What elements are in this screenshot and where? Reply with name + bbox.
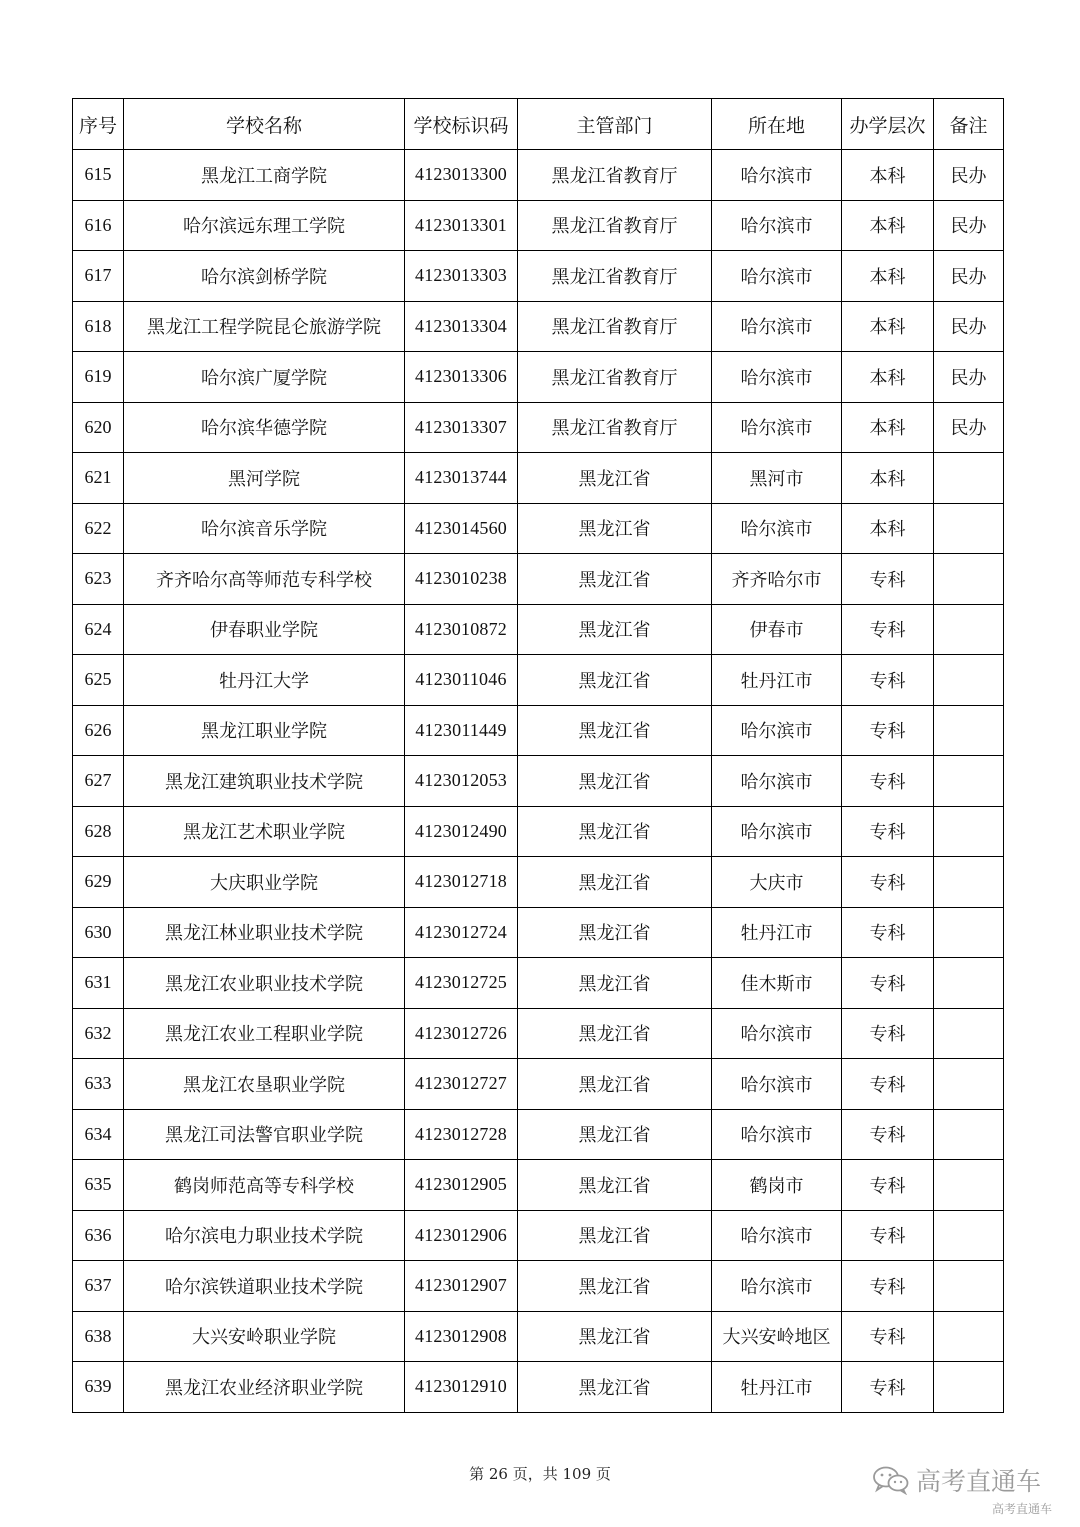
- cell-school-name: 哈尔滨音乐学院: [124, 503, 405, 554]
- cell-index: 636: [73, 1210, 124, 1261]
- cell-school-code: 4123012907: [405, 1261, 518, 1312]
- cell-school-code: 4123012910: [405, 1362, 518, 1413]
- cell-index: 630: [73, 907, 124, 958]
- table-row: [73, 1362, 1004, 1413]
- cell-remarks: [934, 1311, 1004, 1362]
- table-row: [73, 1059, 1004, 1110]
- cell-remarks: [934, 453, 1004, 504]
- cell-location: 大兴安岭地区: [712, 1311, 842, 1362]
- cell-index: 639: [73, 1362, 124, 1413]
- cell-location: 大庆市: [712, 857, 842, 908]
- table-row: [73, 857, 1004, 908]
- table-row: [73, 1261, 1004, 1312]
- cell-index: 632: [73, 1008, 124, 1059]
- cell-school-name: 黑龙江艺术职业学院: [124, 806, 405, 857]
- cell-level: 专科: [842, 1059, 934, 1110]
- cell-remarks: [934, 1261, 1004, 1312]
- cell-location: 伊春市: [712, 604, 842, 655]
- table-row: [73, 1311, 1004, 1362]
- cell-remarks: 民办: [934, 402, 1004, 453]
- cell-level: 专科: [842, 655, 934, 706]
- cell-level: 专科: [842, 1311, 934, 1362]
- cell-authority: 黑龙江省: [518, 1261, 712, 1312]
- cell-location: 牡丹江市: [712, 907, 842, 958]
- cell-location: 哈尔滨市: [712, 1059, 842, 1110]
- cell-authority: 黑龙江省: [518, 806, 712, 857]
- header-index: 序号: [73, 99, 124, 150]
- cell-school-name: 黑龙江农业工程职业学院: [124, 1008, 405, 1059]
- cell-index: 627: [73, 756, 124, 807]
- cell-index: 624: [73, 604, 124, 655]
- cell-school-code: 4123012908: [405, 1311, 518, 1362]
- cell-authority: 黑龙江省教育厅: [518, 251, 712, 302]
- cell-location: 哈尔滨市: [712, 756, 842, 807]
- cell-authority: 黑龙江省: [518, 554, 712, 605]
- cell-school-code: 4123012906: [405, 1210, 518, 1261]
- cell-authority: 黑龙江省: [518, 1160, 712, 1211]
- cell-level: 专科: [842, 907, 934, 958]
- cell-index: 619: [73, 352, 124, 403]
- cell-level: 专科: [842, 756, 934, 807]
- cell-location: 黑河市: [712, 453, 842, 504]
- cell-school-code: 4123012905: [405, 1160, 518, 1211]
- cell-school-name: 黑龙江农业经济职业学院: [124, 1362, 405, 1413]
- header-location: 所在地: [712, 99, 842, 150]
- cell-index: 626: [73, 705, 124, 756]
- cell-school-code: 4123013300: [405, 150, 518, 201]
- cell-remarks: 民办: [934, 251, 1004, 302]
- cell-remarks: [934, 806, 1004, 857]
- cell-school-name: 大庆职业学院: [124, 857, 405, 908]
- header-school-name: 学校名称: [124, 99, 405, 150]
- cell-authority: 黑龙江省: [518, 907, 712, 958]
- cell-school-name: 哈尔滨华德学院: [124, 402, 405, 453]
- cell-school-code: 4123013744: [405, 453, 518, 504]
- cell-level: 本科: [842, 402, 934, 453]
- cell-authority: 黑龙江省: [518, 1008, 712, 1059]
- cell-location: 哈尔滨市: [712, 352, 842, 403]
- cell-index: 621: [73, 453, 124, 504]
- cell-level: 专科: [842, 1261, 934, 1312]
- cell-remarks: [934, 1160, 1004, 1211]
- cell-location: 哈尔滨市: [712, 402, 842, 453]
- cell-authority: 黑龙江省教育厅: [518, 301, 712, 352]
- cell-index: 617: [73, 251, 124, 302]
- cell-authority: 黑龙江省教育厅: [518, 150, 712, 201]
- cell-authority: 黑龙江省: [518, 1059, 712, 1110]
- cell-remarks: 民办: [934, 301, 1004, 352]
- cell-location: 哈尔滨市: [712, 1210, 842, 1261]
- cell-index: 631: [73, 958, 124, 1009]
- cell-location: 哈尔滨市: [712, 1109, 842, 1160]
- table-row: [73, 503, 1004, 554]
- cell-school-code: 4123010872: [405, 604, 518, 655]
- table-row: [73, 402, 1004, 453]
- cell-level: 专科: [842, 554, 934, 605]
- cell-remarks: [934, 1109, 1004, 1160]
- cell-index: 616: [73, 200, 124, 251]
- cell-location: 哈尔滨市: [712, 150, 842, 201]
- cell-school-code: 4123012726: [405, 1008, 518, 1059]
- cell-school-name: 伊春职业学院: [124, 604, 405, 655]
- cell-school-name: 黑龙江农业职业技术学院: [124, 958, 405, 1009]
- cell-level: 本科: [842, 251, 934, 302]
- watermark-subtext: 高考直通车: [992, 1502, 1053, 1516]
- cell-level: 专科: [842, 1210, 934, 1261]
- cell-location: 哈尔滨市: [712, 301, 842, 352]
- cell-level: 本科: [842, 200, 934, 251]
- cell-level: 专科: [842, 806, 934, 857]
- cell-index: 629: [73, 857, 124, 908]
- cell-location: 鹤岗市: [712, 1160, 842, 1211]
- cell-school-name: 哈尔滨远东理工学院: [124, 200, 405, 251]
- cell-remarks: [934, 756, 1004, 807]
- cell-location: 牡丹江市: [712, 655, 842, 706]
- cell-location: 哈尔滨市: [712, 251, 842, 302]
- header-row: [73, 99, 1004, 150]
- header-level: 办学层次: [842, 99, 934, 150]
- cell-school-name: 哈尔滨广厦学院: [124, 352, 405, 403]
- cell-level: 本科: [842, 150, 934, 201]
- cell-location: 哈尔滨市: [712, 705, 842, 756]
- cell-school-name: 哈尔滨剑桥学院: [124, 251, 405, 302]
- table-row: [73, 907, 1004, 958]
- cell-location: 哈尔滨市: [712, 200, 842, 251]
- cell-remarks: 民办: [934, 200, 1004, 251]
- cell-remarks: [934, 554, 1004, 605]
- cell-index: 637: [73, 1261, 124, 1312]
- cell-level: 专科: [842, 1109, 934, 1160]
- table-row: [73, 1210, 1004, 1261]
- header-remarks: 备注: [934, 99, 1004, 150]
- cell-remarks: [934, 958, 1004, 1009]
- table-header: [73, 99, 1004, 150]
- cell-authority: 黑龙江省: [518, 705, 712, 756]
- cell-level: 专科: [842, 705, 934, 756]
- cell-index: 628: [73, 806, 124, 857]
- cell-authority: 黑龙江省: [518, 1210, 712, 1261]
- cell-school-code: 4123013306: [405, 352, 518, 403]
- wechat-icon: [872, 1465, 910, 1495]
- cell-school-name: 鹤岗师范高等专科学校: [124, 1160, 405, 1211]
- cell-school-name: 黑河学院: [124, 453, 405, 504]
- cell-school-code: 4123012725: [405, 958, 518, 1009]
- cell-level: 本科: [842, 453, 934, 504]
- table-row: [73, 756, 1004, 807]
- watermark-text: 高考直通车: [916, 1467, 1042, 1496]
- cell-level: 专科: [842, 1008, 934, 1059]
- cell-school-code: 4123012053: [405, 756, 518, 807]
- cell-index: 622: [73, 503, 124, 554]
- cell-school-code: 4123012718: [405, 857, 518, 908]
- table-row: [73, 958, 1004, 1009]
- cell-authority: 黑龙江省: [518, 604, 712, 655]
- cell-location: 哈尔滨市: [712, 1261, 842, 1312]
- cell-index: 618: [73, 301, 124, 352]
- cell-index: 635: [73, 1160, 124, 1211]
- cell-school-code: 4123012727: [405, 1059, 518, 1110]
- cell-level: 专科: [842, 857, 934, 908]
- cell-authority: 黑龙江省: [518, 655, 712, 706]
- cell-level: 专科: [842, 604, 934, 655]
- cell-school-code: 4123013301: [405, 200, 518, 251]
- table-row: [73, 453, 1004, 504]
- cell-authority: 黑龙江省教育厅: [518, 200, 712, 251]
- cell-school-name: 牡丹江大学: [124, 655, 405, 706]
- cell-school-name: 黑龙江职业学院: [124, 705, 405, 756]
- table-row: [73, 200, 1004, 251]
- cell-index: 634: [73, 1109, 124, 1160]
- cell-school-code: 4123013307: [405, 402, 518, 453]
- cell-school-code: 4123014560: [405, 503, 518, 554]
- cell-school-name: 黑龙江林业职业技术学院: [124, 907, 405, 958]
- table-row: [73, 1109, 1004, 1160]
- table-row: [73, 554, 1004, 605]
- cell-school-code: 4123011046: [405, 655, 518, 706]
- cell-authority: 黑龙江省教育厅: [518, 352, 712, 403]
- table-row: [73, 806, 1004, 857]
- table-row: [73, 150, 1004, 201]
- cell-school-code: 4123010238: [405, 554, 518, 605]
- table-row: [73, 655, 1004, 706]
- cell-index: 638: [73, 1311, 124, 1362]
- table-body: [73, 150, 1004, 1413]
- cell-remarks: 民办: [934, 352, 1004, 403]
- table-row: [73, 301, 1004, 352]
- cell-school-code: 4123012724: [405, 907, 518, 958]
- cell-authority: 黑龙江省: [518, 453, 712, 504]
- cell-remarks: [934, 604, 1004, 655]
- cell-location: 哈尔滨市: [712, 806, 842, 857]
- table-row: [73, 705, 1004, 756]
- table-row: [73, 251, 1004, 302]
- header-school-code: 学校标识码: [405, 99, 518, 150]
- cell-location: 齐齐哈尔市: [712, 554, 842, 605]
- table-row: [73, 1160, 1004, 1211]
- cell-school-code: 4123012490: [405, 806, 518, 857]
- cell-index: 633: [73, 1059, 124, 1110]
- cell-remarks: [934, 503, 1004, 554]
- table-row: [73, 1008, 1004, 1059]
- cell-authority: 黑龙江省: [518, 857, 712, 908]
- cell-remarks: [934, 655, 1004, 706]
- cell-level: 本科: [842, 503, 934, 554]
- cell-level: 本科: [842, 352, 934, 403]
- cell-location: 佳木斯市: [712, 958, 842, 1009]
- cell-remarks: [934, 1210, 1004, 1261]
- watermark: [872, 1462, 1041, 1498]
- cell-school-name: 黑龙江建筑职业技术学院: [124, 756, 405, 807]
- cell-level: 本科: [842, 301, 934, 352]
- cell-index: 623: [73, 554, 124, 605]
- cell-school-code: 4123013304: [405, 301, 518, 352]
- cell-location: 牡丹江市: [712, 1362, 842, 1413]
- cell-school-name: 齐齐哈尔高等师范专科学校: [124, 554, 405, 605]
- cell-remarks: [934, 907, 1004, 958]
- school-list-table: [72, 98, 1004, 1413]
- cell-remarks: [934, 1008, 1004, 1059]
- table-row: [73, 352, 1004, 403]
- cell-index: 615: [73, 150, 124, 201]
- cell-school-code: 4123013303: [405, 251, 518, 302]
- cell-remarks: [934, 857, 1004, 908]
- cell-school-name: 黑龙江司法警官职业学院: [124, 1109, 405, 1160]
- cell-level: 专科: [842, 1362, 934, 1413]
- cell-school-name: 哈尔滨电力职业技术学院: [124, 1210, 405, 1261]
- cell-level: 专科: [842, 958, 934, 1009]
- cell-school-name: 哈尔滨铁道职业技术学院: [124, 1261, 405, 1312]
- cell-level: 专科: [842, 1160, 934, 1211]
- cell-authority: 黑龙江省: [518, 958, 712, 1009]
- cell-school-code: 4123011449: [405, 705, 518, 756]
- cell-school-code: 4123012728: [405, 1109, 518, 1160]
- cell-authority: 黑龙江省: [518, 503, 712, 554]
- table-row: [73, 604, 1004, 655]
- cell-remarks: 民办: [934, 150, 1004, 201]
- cell-location: 哈尔滨市: [712, 1008, 842, 1059]
- cell-authority: 黑龙江省教育厅: [518, 402, 712, 453]
- cell-school-name: 黑龙江农垦职业学院: [124, 1059, 405, 1110]
- cell-index: 625: [73, 655, 124, 706]
- cell-school-name: 黑龙江工程学院昆仑旅游学院: [124, 301, 405, 352]
- cell-authority: 黑龙江省: [518, 1311, 712, 1362]
- cell-index: 620: [73, 402, 124, 453]
- cell-remarks: [934, 1362, 1004, 1413]
- cell-remarks: [934, 1059, 1004, 1110]
- cell-location: 哈尔滨市: [712, 503, 842, 554]
- cell-school-name: 大兴安岭职业学院: [124, 1311, 405, 1362]
- cell-school-name: 黑龙江工商学院: [124, 150, 405, 201]
- cell-authority: 黑龙江省: [518, 1109, 712, 1160]
- cell-remarks: [934, 705, 1004, 756]
- cell-authority: 黑龙江省: [518, 756, 712, 807]
- header-authority: 主管部门: [518, 99, 712, 150]
- cell-authority: 黑龙江省: [518, 1362, 712, 1413]
- page-number: 第 26 页，共 109 页: [469, 1465, 611, 1483]
